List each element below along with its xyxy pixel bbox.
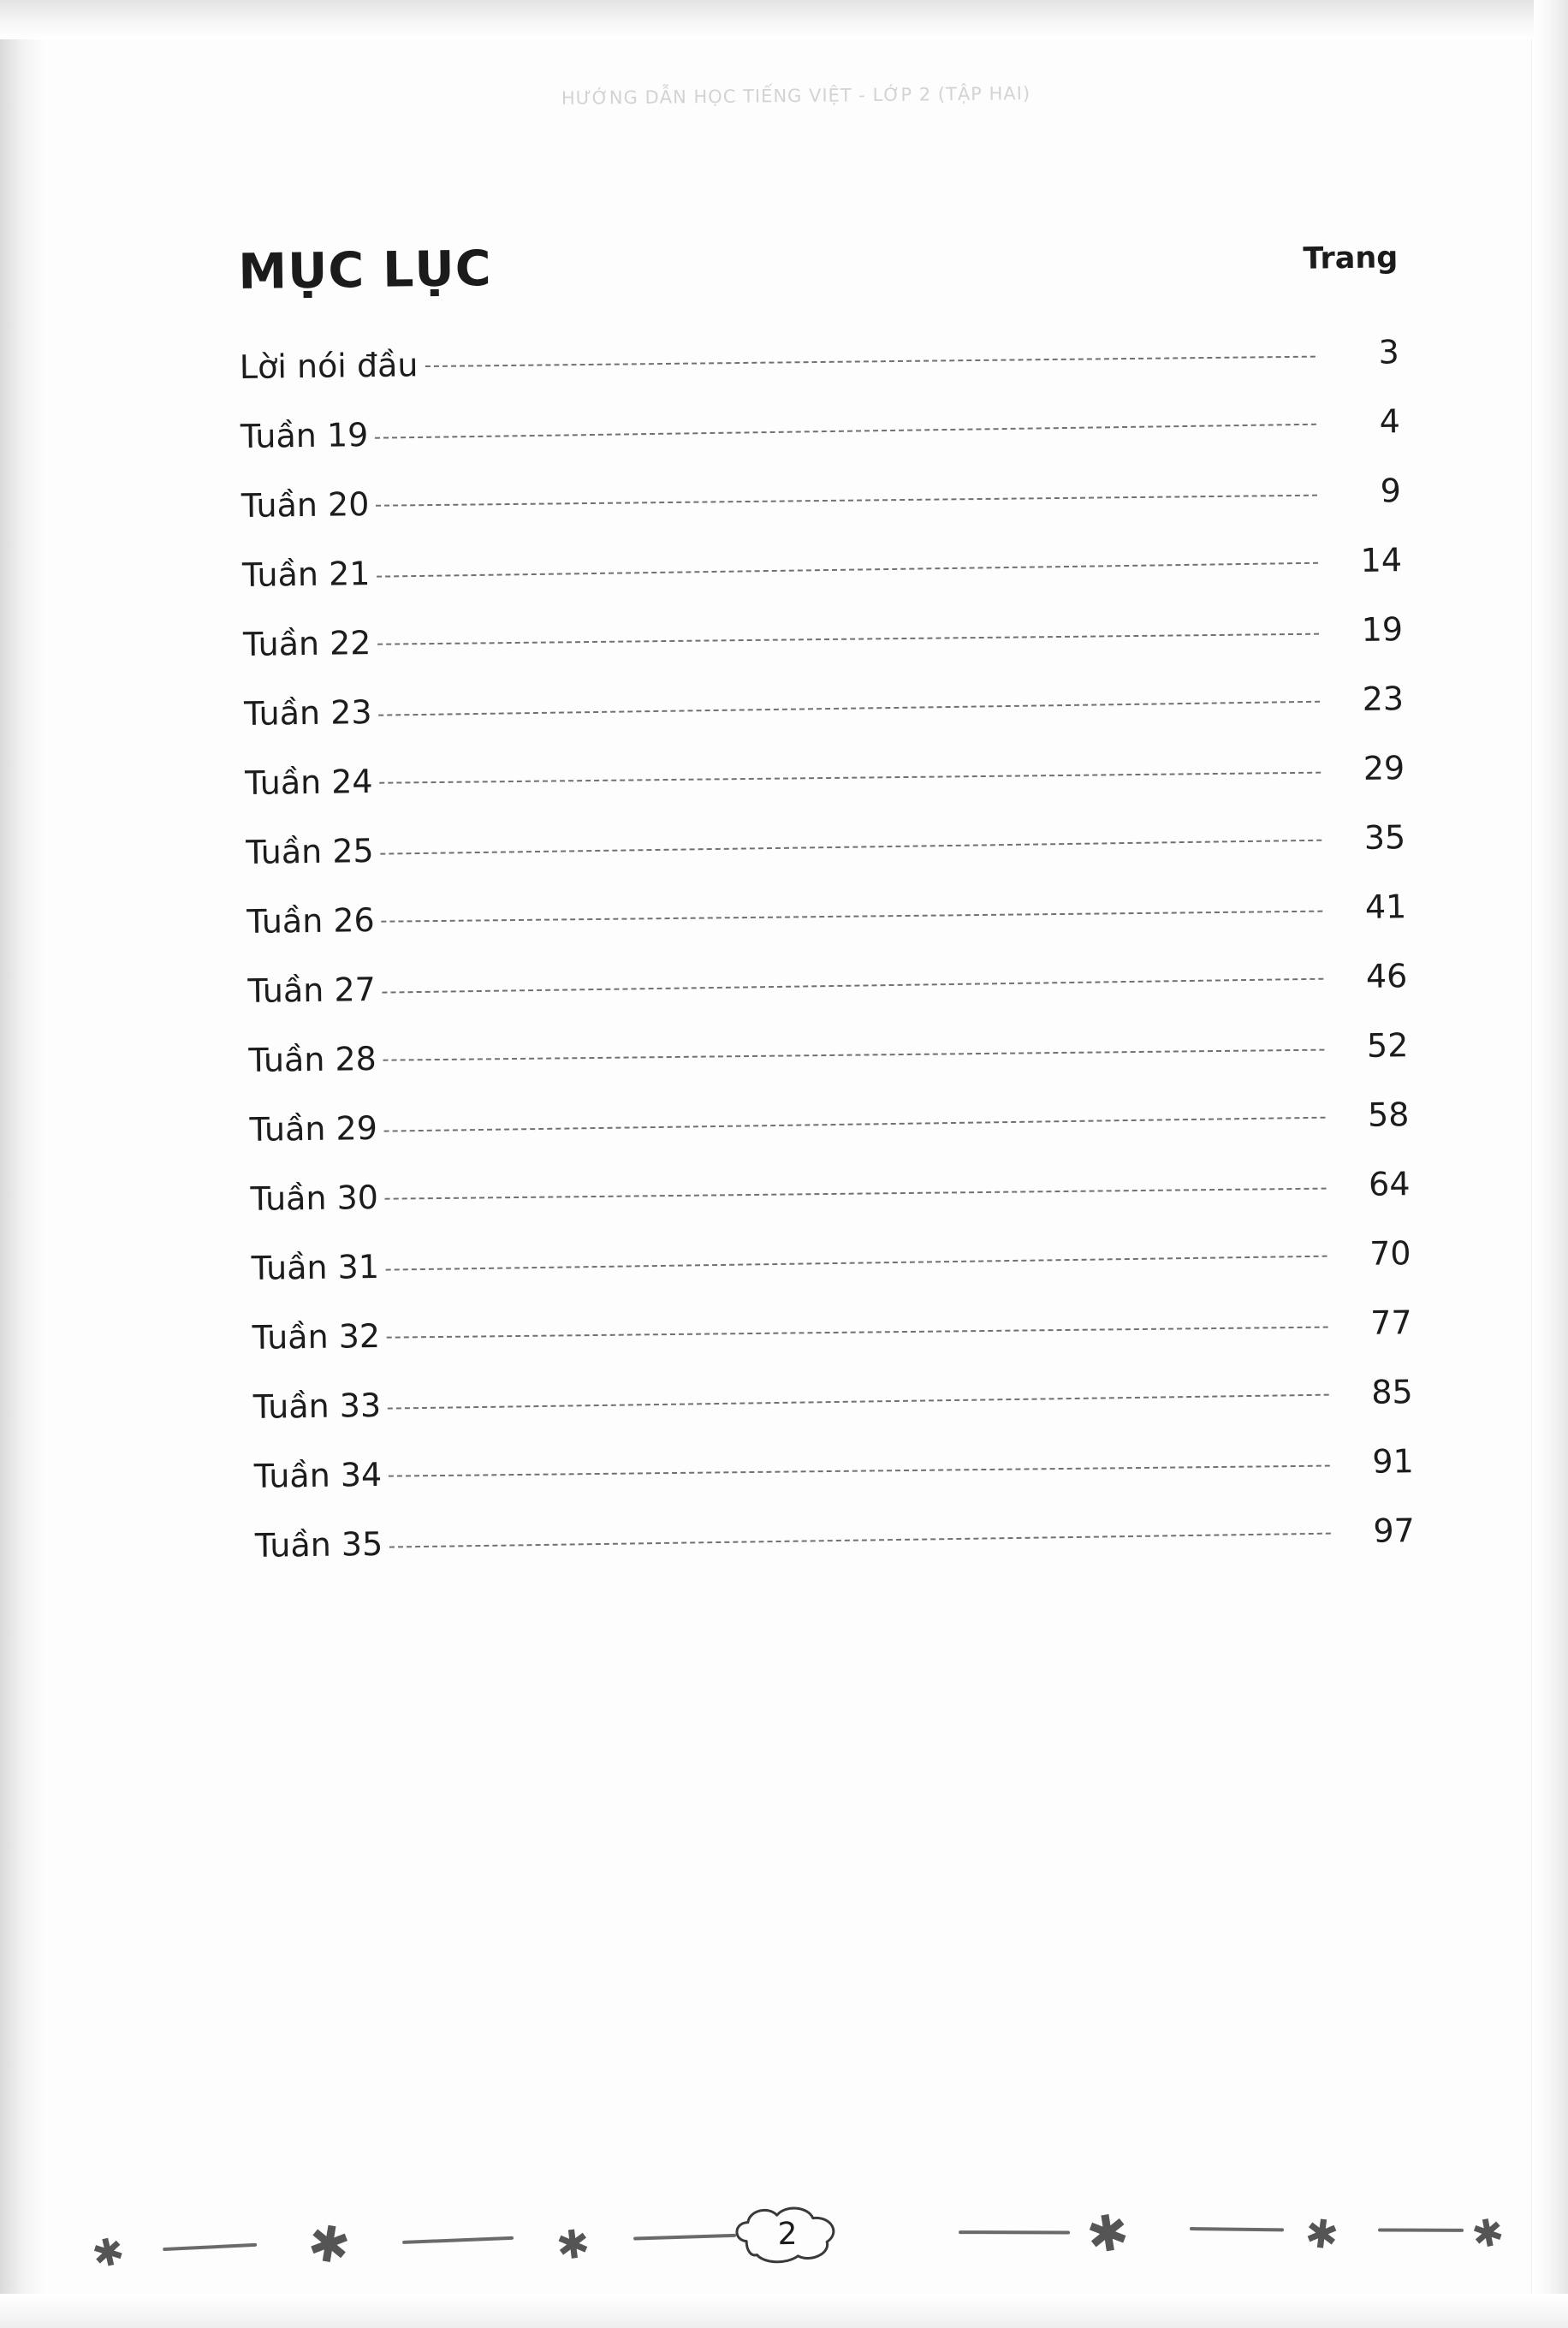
decorative-dash: [163, 2243, 257, 2251]
toc-leader-dots: [383, 1048, 1325, 1061]
footer-page-number-badge: [731, 2202, 845, 2266]
toc-leader-dots: [381, 839, 1322, 855]
toc-entry-page: 52: [1366, 1026, 1409, 1065]
toc-entry-label: Tuần 26: [246, 900, 375, 941]
star-icon: ✱: [304, 2212, 354, 2277]
toc-entry-label: Tuần 25: [246, 831, 374, 871]
toc-entry-label: Tuần 34: [253, 1455, 383, 1495]
toc-leader-dots: [377, 632, 1319, 645]
toc-content: [238, 229, 1416, 1596]
toc-entry-label: Tuần 21: [241, 555, 371, 594]
toc-leader-dots: [384, 1116, 1326, 1132]
toc-header: [238, 229, 1399, 319]
toc-entry-page: 64: [1368, 1165, 1411, 1203]
toc-entry-label: Tuần 32: [252, 1316, 381, 1357]
star-icon: ✱: [1083, 2201, 1133, 2266]
toc-entry-label: Tuần 22: [242, 624, 371, 663]
toc-entry-page: 46: [1365, 957, 1408, 995]
toc-leader-dots: [379, 700, 1321, 716]
toc-leader-dots: [425, 355, 1315, 367]
toc-entry-page: 97: [1373, 1511, 1416, 1550]
toc-entry-label: Tuần 30: [250, 1178, 379, 1218]
toc-leader-dots: [375, 423, 1316, 439]
toc-leader-dots: [383, 977, 1324, 994]
toc-entry-page: 58: [1367, 1096, 1410, 1134]
toc-entry-page: 41: [1364, 888, 1407, 926]
toc-entry-label: Tuần 19: [240, 416, 369, 455]
toc-entry-label: Tuần 28: [248, 1039, 377, 1079]
scan-edge-shadow-left: [0, 0, 48, 2328]
decorative-dash: [1378, 2228, 1464, 2231]
decorative-dash: [1190, 2227, 1284, 2231]
star-icon: ✱: [1302, 2209, 1341, 2260]
toc-entry-label: Tuần 23: [243, 693, 372, 733]
toc-entry-label: Lời nói đầu: [239, 346, 419, 386]
running-header: HƯỚNG DẪN HỌC TIẾNG VIỆT - LỚP 2 (TẬP HAI): [561, 83, 1031, 109]
star-icon: ✱: [1468, 2209, 1508, 2259]
toc-entry-page: 9: [1380, 472, 1402, 510]
toc-entry-page: 35: [1363, 818, 1406, 857]
toc-entry-label: Tuần 27: [247, 970, 377, 1010]
toc-entry-page: 23: [1362, 680, 1405, 718]
star-icon: ✱: [87, 2228, 129, 2278]
toc-entry-label: Tuần 29: [249, 1108, 378, 1149]
toc-leader-dots: [377, 561, 1318, 578]
toc-list: [240, 333, 1416, 1596]
toc-page-column-header: Trang: [1303, 241, 1399, 276]
toc-entry-label: Tuần 33: [252, 1386, 382, 1426]
toc-leader-dots: [389, 1532, 1331, 1548]
decorative-dash: [633, 2234, 736, 2241]
toc-leader-dots: [382, 910, 1323, 923]
toc-entry-page: 3: [1378, 333, 1400, 371]
toc-entry-page: 70: [1369, 1234, 1411, 1273]
scan-edge-shadow-right: [1534, 0, 1568, 2328]
toc-leader-dots: [388, 1393, 1329, 1410]
toc-entry-page: 14: [1360, 541, 1403, 579]
decorative-dash: [959, 2230, 1070, 2234]
toc-leader-dots: [386, 1255, 1327, 1271]
toc-leader-dots: [385, 1187, 1327, 1200]
toc-leader-dots: [376, 494, 1317, 507]
toc-entry-page: 19: [1361, 610, 1404, 649]
footer-page-number: 2: [777, 2216, 798, 2252]
scan-edge-shadow-top: [0, 0, 1568, 39]
toc-entry-page: 91: [1372, 1442, 1415, 1481]
toc-leader-dots: [387, 1326, 1328, 1339]
page-footer: [51, 2181, 1523, 2283]
decorative-dash: [402, 2236, 514, 2244]
toc-leader-dots: [389, 1464, 1330, 1477]
toc-entry-page: 85: [1371, 1373, 1413, 1411]
toc-entry-page: 29: [1363, 749, 1405, 787]
star-icon: ✱: [554, 2219, 592, 2270]
scan-edge-shadow-bottom: [0, 2294, 1568, 2328]
toc-entry-page: 77: [1369, 1304, 1412, 1342]
toc-leader-dots: [380, 771, 1322, 784]
toc-entry-label: Tuần 20: [241, 485, 370, 525]
toc-entry-page: 4: [1379, 402, 1401, 441]
toc-entry-label: Tuần 35: [254, 1524, 383, 1565]
toc-entry-label: Tuần 24: [244, 762, 373, 802]
toc-entry-label: Tuần 31: [251, 1247, 380, 1287]
page-title: MỤC LỤC: [238, 241, 492, 300]
